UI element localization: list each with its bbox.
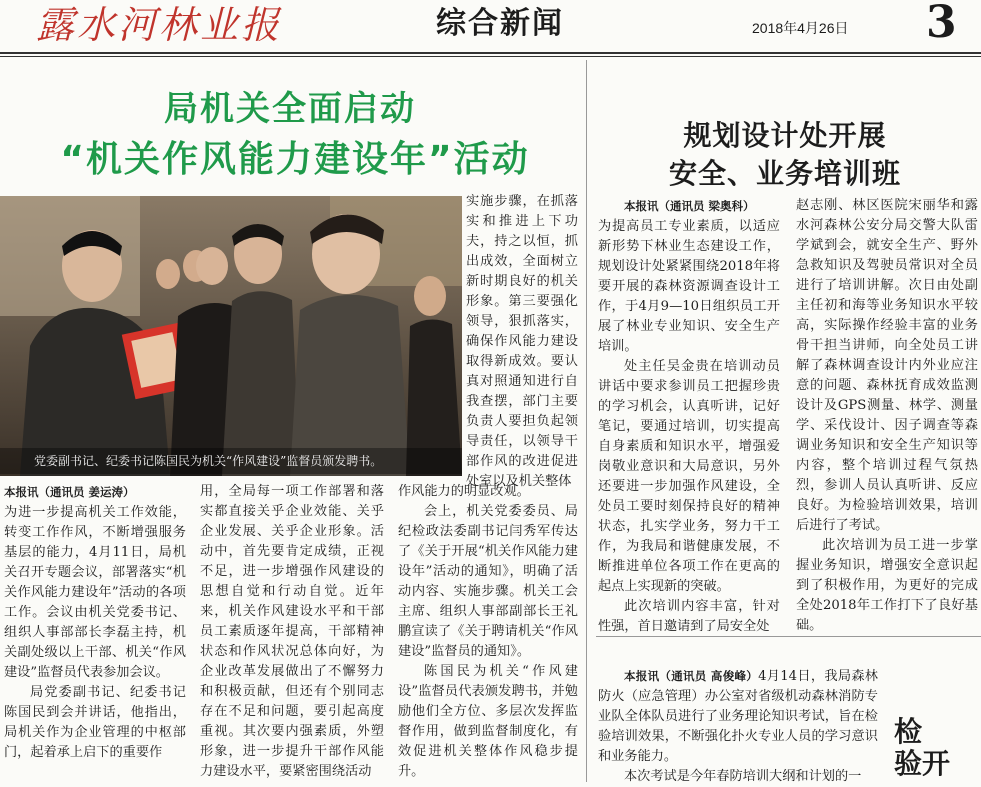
article-divider (596, 636, 981, 637)
section-title: 综合新闻 (436, 6, 564, 41)
issue-date: 2018年4月26日 (752, 20, 849, 36)
column-divider (586, 60, 587, 782)
article1-col3-end: 作风能力的明显改观。 (398, 484, 530, 499)
article1-col3-text: 实施步骤，在抓落实和推进上下功夫，持之以恒，抓出成效，全面树立新时期良好的机关形象。第三要强化领导，狠抓落实，确保作风能力建设取得新成效。要认真对照通知进行自我查摆，部门主要负责人要担负起领导责任，以领导干部作风的改进促进处室以及机关整体 (466, 194, 578, 489)
article2-title-line1: 规划设计处开展 (683, 119, 887, 152)
article1-paragraph1: 为进一步提高机关工作效能，转变工作作风，不断增强服务基层的能力，4月11日，局机关召开专题会议，部署落实“机关作风能力建设年”活动的各项工作。会议由机关党委书记、组织人事部部长李磊主持，机关副处级以上干部、机关“作风建设”监督员代表参加会议。 (4, 505, 186, 680)
award-ceremony-photo (0, 196, 462, 476)
article1-col3-paragraph3: 陈国民为机关“作风建设”监督员代表颁发聘书，并勉励他们全方位、多层次发挥监督作用，做到监督制度化，有效促进机关整体作风稳步提升。 (398, 664, 578, 779)
article1-column3-bottom (398, 482, 578, 782)
article1-col3-paragraph2: 会上，机关党委委员、局纪检政法委副书记闫秀军传达了《关于开展“机关作风能力建设年”活动的通知》，明确了活动内容、实施步骤。机关工会主席、组织人事部副部长王礼鹏宣读了《关于聘请机关“作风建设”监督员的通知》。 (398, 504, 578, 659)
article2-col2-paragraph2: 此次培训为员工进一步掌握业务知识，增强安全意识起到了积极作用，为更好的完成全处2018年工作打下了良好基础。 (796, 538, 978, 633)
article2-column1 (598, 196, 780, 637)
header-rule-thin (0, 56, 981, 57)
article1-col2-text: 用，全局每一项工作部署和落实都直接关乎企业效能、关乎企业发展、关乎企业形象。活动中，首先要肯定成绩，正视不足，进一步增强作风建设的思想自觉和行动自觉。近年来，机关作风建设水平和干部员工素质逐年提高，干部精神状态和作风状况总体向好，为企业改革发展做出了不懈努力和积极贡献，但还有个别同志存在不足和问题，要引起高度重视。其次要内强素质，外塑形象，进一步提升干部作风能力建设水平，要紧密围绕活动 (200, 484, 384, 779)
header-rule (0, 52, 981, 54)
photo-caption: 党委副书记、纪委书记陈国民为机关“作风建设”监督员颁发聘书。 (0, 448, 462, 474)
article3-title-vertical (894, 716, 954, 780)
article2-paragraph2: 处主任吴金贵在培训动员讲话中要求参训员工把握珍贵的学习机会，认真听讲，记好笔记，要通过培训，切实提高自身素质和知识水平，增强爱岗敬业意识和大局意识，另外还要进一步加强作风建设，全处员工要时刻保持良好的精神状态，扎实学业务，努力干工作，为我局和谐健康发展，不断推进单位各项工作在更高的起点上实现新的突破。 (598, 359, 780, 594)
article1-title-line1: 局机关全面启动 (164, 89, 416, 129)
article3-paragraph1: 4月14日，我局森林防火（应急管理）办公室对省级机动森林消防专业队全体队员进行了业务理论知识考试，旨在检验培训效果，不断强化扑火专业人员的学习意识和业务能力。 (598, 669, 878, 764)
article2-column2 (796, 196, 978, 636)
article3-body (598, 666, 878, 787)
article1-column2 (200, 482, 384, 782)
newspaper-logo: 露水河林业报 (36, 3, 283, 47)
article1-title-line2: “机关作风能力建设年”活动 (60, 139, 530, 180)
page-number: 3 (926, 0, 957, 48)
article2-title-line2: 安全、业务培训班 (668, 157, 901, 190)
article2-byline: 本报讯（通讯员 梁奥科） (624, 199, 755, 213)
article3-paragraph2: 本次考试是今年春防培训大纲和计划的一 (624, 769, 862, 784)
article2-paragraph3: 此次培训内容丰富，针对性强，首日邀请到了局安全处 (598, 599, 780, 634)
article1-column1 (4, 482, 186, 763)
article1-paragraph2: 局党委副书记、纪委书记陈国民到会并讲话，他指出，局机关作为企业管理的中枢部门，起着承上启下的重要作 (4, 685, 186, 760)
article1-photo (0, 196, 462, 476)
article1-column3-top (466, 192, 578, 492)
article3-title: 检 验开 (894, 715, 951, 780)
article2-col2-text: 赵志刚、林区医院宋丽华和露水河森林公安分局交警大队雷学斌到会，就安全生产、野外急救知识及驾驶员常识对全员进行了培训讲解。次日由处副主任初和海等业务知识水平较高，实际操作经验丰富的业务骨干担当讲师，向全处员工讲解了森林调查设计内外业应注意的问题、森林抚育成效监测设计及GPS测量、林学、测量学、采伐设计、因子调查等森调业务知识和安全生产知识等内容，整个培训过程气氛热烈，参训人员认真听讲、反应良好。为检验培训效果，培训后进行了考试。 (796, 198, 978, 533)
article2-paragraph1: 为提高员工专业素质，以适应新形势下林业生态建设工作，规划设计处紧紧围绕2018年将要开展的森林资源调查设计工作，于4月9—10日组织员工开展了林业专业知识、安全生产培训。 (598, 219, 780, 354)
article1-byline: 本报讯（通讯员 姜运涛） (4, 485, 135, 499)
article3-byline: 本报讯（通讯员 高俊峰） (624, 669, 759, 683)
